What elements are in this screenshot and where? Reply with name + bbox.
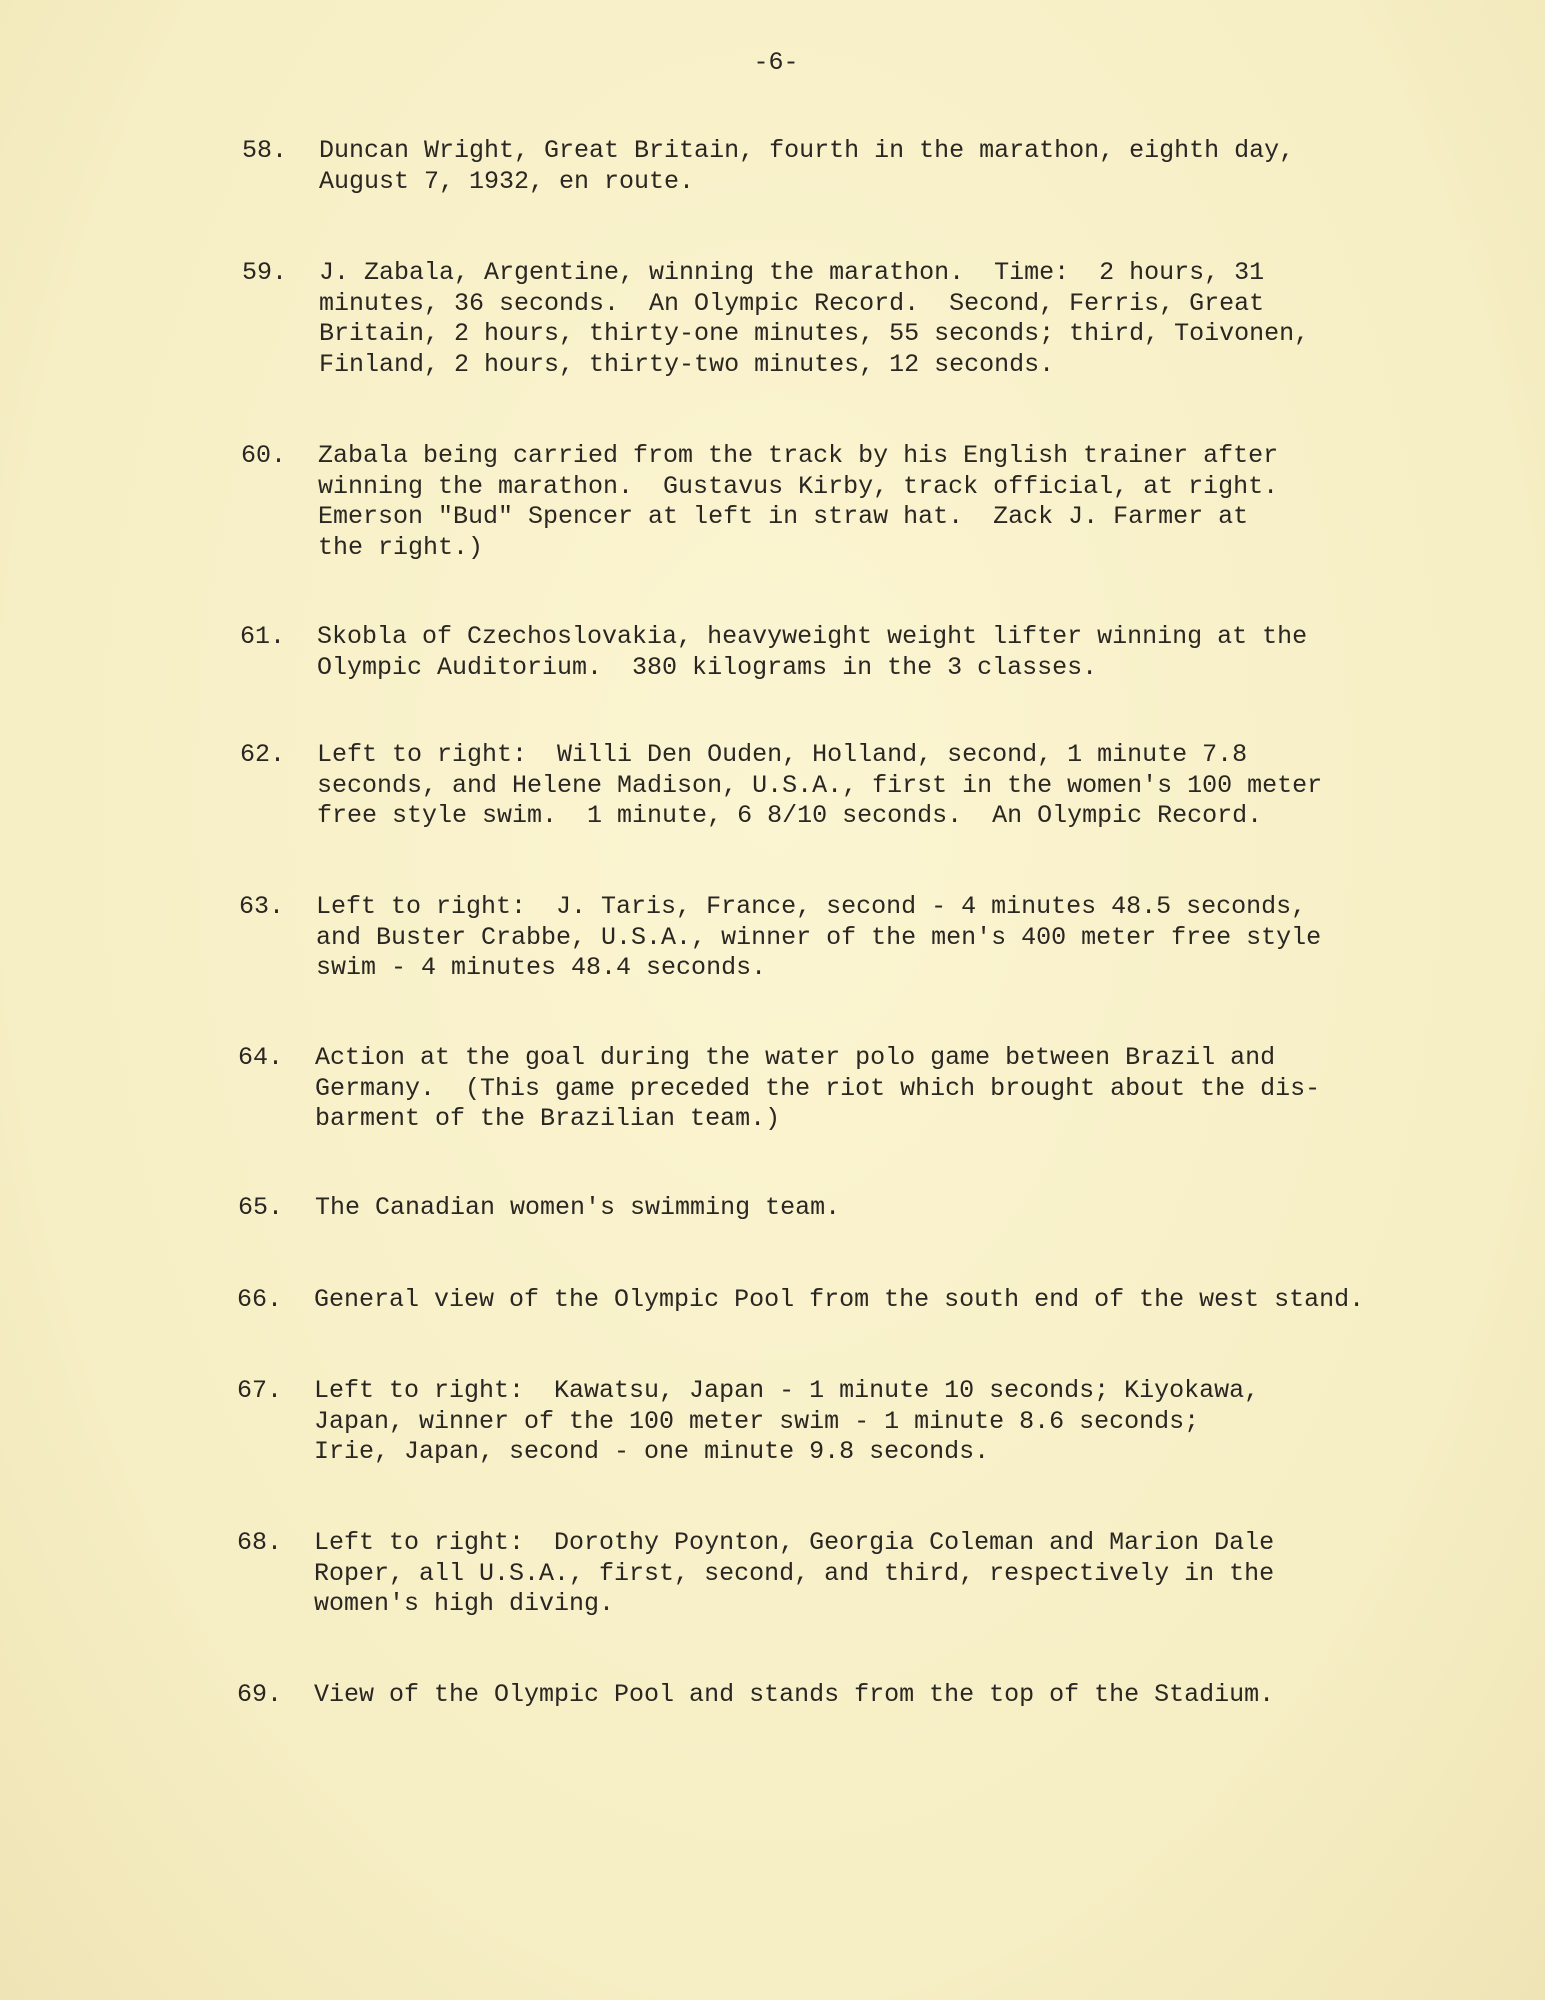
entry-text [318, 441, 1278, 563]
entry-text-line: seconds, and Helene Madison, U.S.A., first in the women's 100 meter [317, 770, 1323, 800]
entry-text [319, 136, 1294, 197]
entry-number: 59. [242, 258, 288, 287]
entry-text-line: Skobla of Czechoslovakia, heavyweight weight lifter winning at the [317, 622, 1308, 651]
entry-text [317, 740, 1322, 832]
entry-number: 58. [242, 136, 288, 165]
entry-text-line: Irie, Japan, second - one minute 9.8 seconds. [314, 1437, 990, 1467]
entry-text [316, 892, 1321, 984]
entry-text-line: View of the Olympic Pool and stands from the top of the Stadium. [314, 1680, 1275, 1709]
entry-number: 66. [237, 1285, 283, 1314]
entry-text-line: swim - 4 minutes 48.4 seconds. [316, 953, 767, 983]
entry-text [314, 1376, 1259, 1468]
entry-text-line: Left to right: Dorothy Poynton, Georgia Coleman and Marion Dale [314, 1528, 1275, 1557]
entry-text-line: Roper, all U.S.A., first, second, and third, respectively in the [314, 1558, 1275, 1588]
entry-number: 68. [237, 1528, 283, 1557]
entry-text-line: and Buster Crabbe, U.S.A., winner of the men's 400 meter free style [316, 922, 1322, 952]
entry-text [317, 622, 1307, 683]
entry-text [315, 1043, 1320, 1135]
entry-text-line: minutes, 36 seconds. An Olympic Record. Second, Ferris, Great [319, 288, 1265, 318]
entry-text [314, 1285, 1364, 1316]
entry-number: 64. [238, 1043, 284, 1072]
entry-text-line: barment of the Brazilian team.) [315, 1104, 781, 1134]
entry-text-line: J. Zabala, Argentine, winning the marathon. Time: 2 hours, 31 [319, 258, 1265, 287]
entry-text-line: The Canadian women's swimming team. [315, 1193, 841, 1222]
entry-number: 63. [239, 892, 285, 921]
entry-text-line: August 7, 1932, en route. [319, 166, 695, 196]
entry-text [319, 258, 1309, 380]
entry-text-line: the right.) [318, 532, 484, 562]
entry-text-line: Zabala being carried from the track by his English trainer after [318, 441, 1279, 470]
page-number: -6- [753, 48, 799, 77]
entry-text-line: Britain, 2 hours, thirty-one minutes, 55 seconds; third, Toivonen, [319, 319, 1310, 349]
entry-text [314, 1680, 1274, 1711]
entry-number: 65. [238, 1193, 284, 1222]
entry-text-line: Left to right: Kawatsu, Japan - 1 minute 10 seconds; Kiyokawa, [314, 1376, 1260, 1405]
entry-text-line: Emerson "Bud" Spencer at left in straw hat. Zack J. Farmer at [318, 502, 1249, 532]
entry-number: 69. [237, 1680, 283, 1709]
entry-text-line: Duncan Wright, Great Britain, fourth in the marathon, eighth day, [319, 136, 1295, 165]
entry-text-line: Finland, 2 hours, thirty-two minutes, 12 seconds. [319, 349, 1055, 379]
entry-text-line: Action at the goal during the water polo game between Brazil and [315, 1043, 1276, 1072]
entry-number: 61. [240, 622, 286, 651]
entry-text-line: Germany. (This game preceded the riot which brought about the dis- [315, 1073, 1321, 1103]
entry-number: 62. [240, 740, 286, 769]
entry-text-line: women's high diving. [314, 1589, 615, 1619]
entry-text-line: free style swim. 1 minute, 6 8/10 seconds. An Olympic Record. [317, 801, 1263, 831]
entry-number: 67. [237, 1376, 283, 1405]
entry-text-line: Left to right: J. Taris, France, second - 4 minutes 48.5 seconds, [316, 892, 1307, 921]
entry-text-line: Olympic Auditorium. 380 kilograms in the 3 classes. [317, 652, 1098, 682]
entry-text [315, 1193, 840, 1224]
entry-text-line: General view of the Olympic Pool from the south end of the west stand. [314, 1285, 1365, 1314]
entry-text-line: winning the marathon. Gustavus Kirby, track official, at right. [318, 471, 1279, 501]
entry-text-line: Left to right: Willi Den Ouden, Holland, second, 1 minute 7.8 [317, 740, 1248, 769]
entry-text [314, 1528, 1274, 1620]
entry-number: 60. [241, 441, 287, 470]
entry-text-line: Japan, winner of the 100 meter swim - 1 minute 8.6 seconds; [314, 1406, 1200, 1436]
